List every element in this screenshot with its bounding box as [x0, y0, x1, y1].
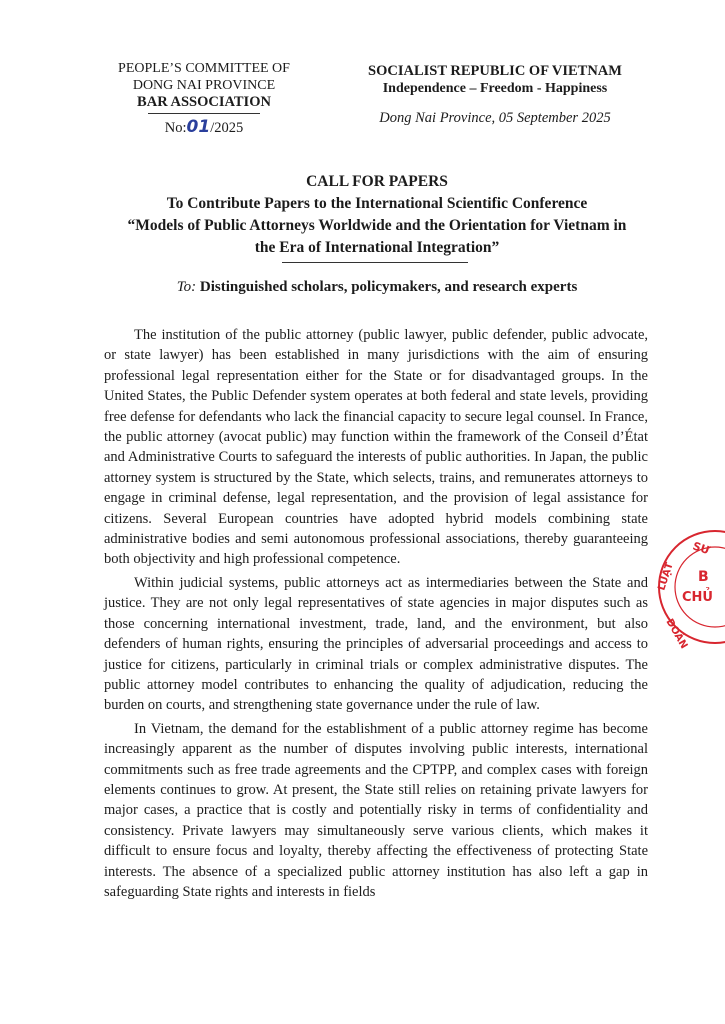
stamp-text-bottom: ĐOÀN: [663, 617, 690, 651]
document-number: [108, 119, 300, 137]
doc-no-handwritten: 01: [186, 117, 211, 137]
stamp-text-center-2: CHỦ: [682, 590, 713, 605]
to-label: To:: [176, 279, 197, 295]
paragraph: The institution of the public attorney (public lawyer, public defender, public advocate, or state lawyer) has been established in many jurisdictions with the aim of ensuring professional legal representation either for the State or for disadvantaged groups. In the United States, the Public Defender system operates at both federal and state levels, providing free defense for defendants who lack the financial capacity to secure legal counsel. In France, the public attorney (avocat public) may function within the framework of the Conseil d’État and Administrative Courts to safeguard the interests of public authorities. In Japan, the public attorney system is structured by the State, which selects, trains, and remunerates attorneys to engage in criminal defense, legal representation, and the provision of legal assistance for citizens. Several European countries have adopted hybrid models combining state administrative bodies and semi autonomous professional associations, thereby guaranteeing both objectivity and high professional competence.: [104, 327, 648, 568]
title-underline: [282, 262, 468, 263]
official-seal-stamp: [650, 525, 725, 655]
title-line-2: To Contribute Papers to the International Scientific Conference: [166, 195, 588, 212]
doc-no-suffix: /2025: [210, 120, 244, 136]
country-name: SOCIALIST REPUBLIC OF VIETNAM: [368, 63, 622, 79]
stamp-text-left: LUẬT: [656, 561, 676, 592]
org-name: BAR ASSOCIATION: [137, 94, 271, 110]
title-line-4: the Era of International Integration”: [254, 239, 500, 256]
org-line-2: DONG NAI PROVINCE: [132, 78, 276, 93]
issuing-organization: [108, 60, 300, 137]
title-line-3: “Models of Public Attorneys Worldwide and the Orientation for Vietnam in: [127, 217, 627, 234]
place-date: Dong Nai Province, 05 September 2025: [379, 110, 611, 126]
stamp-text-top: SƯ: [691, 539, 712, 558]
paragraph: In Vietnam, the demand for the establishment of a public attorney regime has become increasingly apparent as the number of disputes involving public interests, international commitments such as free trade agreements and the CPTPP, and complex cases with foreign elements continues to grow. At present, the State still relies on retaining private lawyers for major cases, a practice that is costly and potentially risky in terms of confidentiality and consistency. Private lawyers may simultaneously serve various clients, which makes it difficult to ensure focus and loyalty, thereby affecting the effectiveness of protecting State interests. The absence of a specialized public attorney institution has also left a gap in safeguarding State rights and interests in fields: [104, 720, 648, 900]
title-line-1: CALL FOR PAPERS: [306, 173, 448, 190]
to-text: Distinguished scholars, policymakers, and research experts: [199, 279, 578, 295]
doc-no-prefix: No:: [164, 120, 187, 136]
national-motto: Independence – Freedom - Happiness: [382, 81, 608, 96]
body-text: [104, 325, 648, 905]
document-title: [80, 171, 674, 259]
stamp-text-center-1: B: [698, 569, 709, 585]
org-underline: [148, 113, 260, 114]
national-header: [340, 62, 650, 127]
org-line-1: PEOPLE’S COMMITTEE OF: [118, 61, 290, 76]
recipients-line: [80, 279, 674, 296]
paragraph: Within judicial systems, public attorneys act as intermediaries between the State and justice. They are not only legal representatives of state agencies in major disputes such as those concerning international investment, trade, land, and the environment, but also defenders of human rights, ensuring the principles of adversarial proceedings and access to justice for citizens, particularly in criminal trials or complex administrative disputes. The public attorney model contributes to enhancing the quality of adjudication, reducing the burden on courts, and strengthening state governance under the rule of law.: [104, 574, 648, 714]
